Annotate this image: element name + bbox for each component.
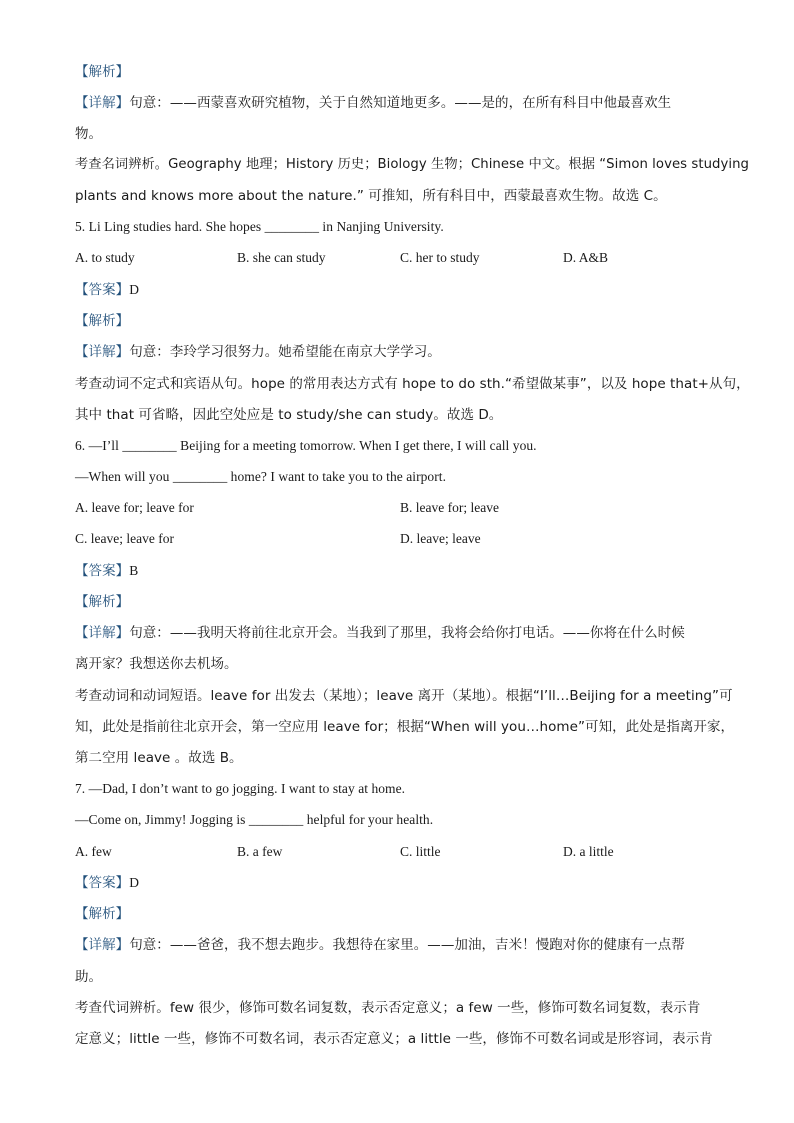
detail-row <box>75 623 685 643</box>
explanation-text: 定意义；little 一些，修饰不可数名词，表示否定意义；a little 一些，修饰不可数名词或是形容词，表示肯 <box>75 1031 713 1047</box>
option-d: D. A&B <box>563 250 609 265</box>
detail-text: 句意：李玲学习很努力。她希望能在南京大学学习。 <box>129 344 441 360</box>
option-a: A. to study <box>75 250 135 265</box>
explanation-text: 考查代词辨析。few 很少，修饰可数名词复数，表示否定意义；a few 一些，修饰可数名词复数，表示肯 <box>75 1000 701 1016</box>
option-a: A. few <box>75 844 112 859</box>
analysis-label: 【解析】 <box>75 906 130 922</box>
answer-value: D <box>129 282 140 297</box>
question-stem: 5. Li Ling studies hard. She hopes ________ in Nanjing University. <box>75 219 444 234</box>
analysis-label: 【解析】 <box>75 313 130 329</box>
detail-text: 助。 <box>75 969 103 985</box>
answer-value: B <box>129 563 139 578</box>
option-c: C. her to study <box>400 250 480 265</box>
option-a: A. leave for; leave for <box>75 500 194 515</box>
option-c: C. little <box>400 844 441 859</box>
analysis-label: 【解析】 <box>75 594 130 610</box>
explanation-text: 考查名词辨析。Geography 地理；History 历史；Biology 生物；Chinese 中文。根据 “Simon loves studying <box>75 157 750 172</box>
question-stem: 6. —I’ll ________ Beijing for a meeting tomorrow. When I get there, I will call you. <box>75 438 537 453</box>
answer-label: 【答案】 <box>75 563 130 579</box>
explanation-text: 其中 that 可省略，因此空处应是 to study/she can study。故选 D。 <box>75 407 503 423</box>
answer-label: 【答案】 <box>75 282 130 298</box>
question-stem: —Come on, Jimmy! Jogging is ________ helpful for your health. <box>75 812 434 827</box>
answer-row <box>75 280 139 300</box>
answer-row <box>75 561 138 581</box>
option-c: C. leave; leave for <box>75 531 174 546</box>
detail-label: 【详解】 <box>75 344 130 360</box>
explanation-text: 知，此处是指前往北京开会，第一空应用 leave for；根据“When will you…home”可知，此处是指离开家， <box>75 719 735 735</box>
explanation-text: plants and knows more about the nature.” 可推知，所有科目中，西蒙最喜欢生物。故选 C。 <box>75 188 667 204</box>
detail-text: 句意：——西蒙喜欢研究植物，关于自然知道地更多。——是的，在所有科目中他最喜欢生 <box>129 95 672 111</box>
detail-text: 离开家？我想送你去机场。 <box>75 656 238 672</box>
option-b: B. she can study <box>237 250 326 265</box>
question-stem: —When will you ________ home? I want to take you to the airport. <box>75 469 446 484</box>
analysis-label: 【解析】 <box>75 64 130 80</box>
question-stem: 7. —Dad, I don’t want to go jogging. I want to stay at home. <box>75 781 406 796</box>
explanation-text: 考查动词不定式和宾语从句。hope 的常用表达方式有 hope to do sth.“希望做某事”，以及 hope that+从句， <box>75 376 750 392</box>
explanation-text: 第二空用 leave 。故选 B。 <box>75 750 243 766</box>
detail-label: 【详解】 <box>75 625 130 641</box>
option-b: B. leave for; leave <box>400 500 499 515</box>
detail-text: 物。 <box>75 126 103 142</box>
explanation-text: 考查动词和动词短语。leave for 出发去（某地）；leave 离开（某地）。根据“I’ll…Beijing for a meeting”可 <box>75 688 733 704</box>
detail-text: 句意：——爸爸，我不想去跑步。我想待在家里。——加油，吉米！慢跑对你的健康有一点帮 <box>129 937 685 953</box>
detail-row <box>75 342 441 362</box>
option-d: D. leave; leave <box>400 531 481 546</box>
detail-label: 【详解】 <box>75 937 130 953</box>
answer-label: 【答案】 <box>75 875 130 891</box>
answer-row <box>75 873 139 893</box>
option-d: D. a little <box>563 844 614 859</box>
detail-row <box>75 935 685 955</box>
option-b: B. a few <box>237 844 283 859</box>
detail-row <box>75 93 671 113</box>
detail-text: 句意：——我明天将前往北京开会。当我到了那里，我将会给你打电话。——你将在什么时候 <box>129 625 685 641</box>
answer-value: D <box>129 875 140 890</box>
detail-label: 【详解】 <box>75 95 130 111</box>
